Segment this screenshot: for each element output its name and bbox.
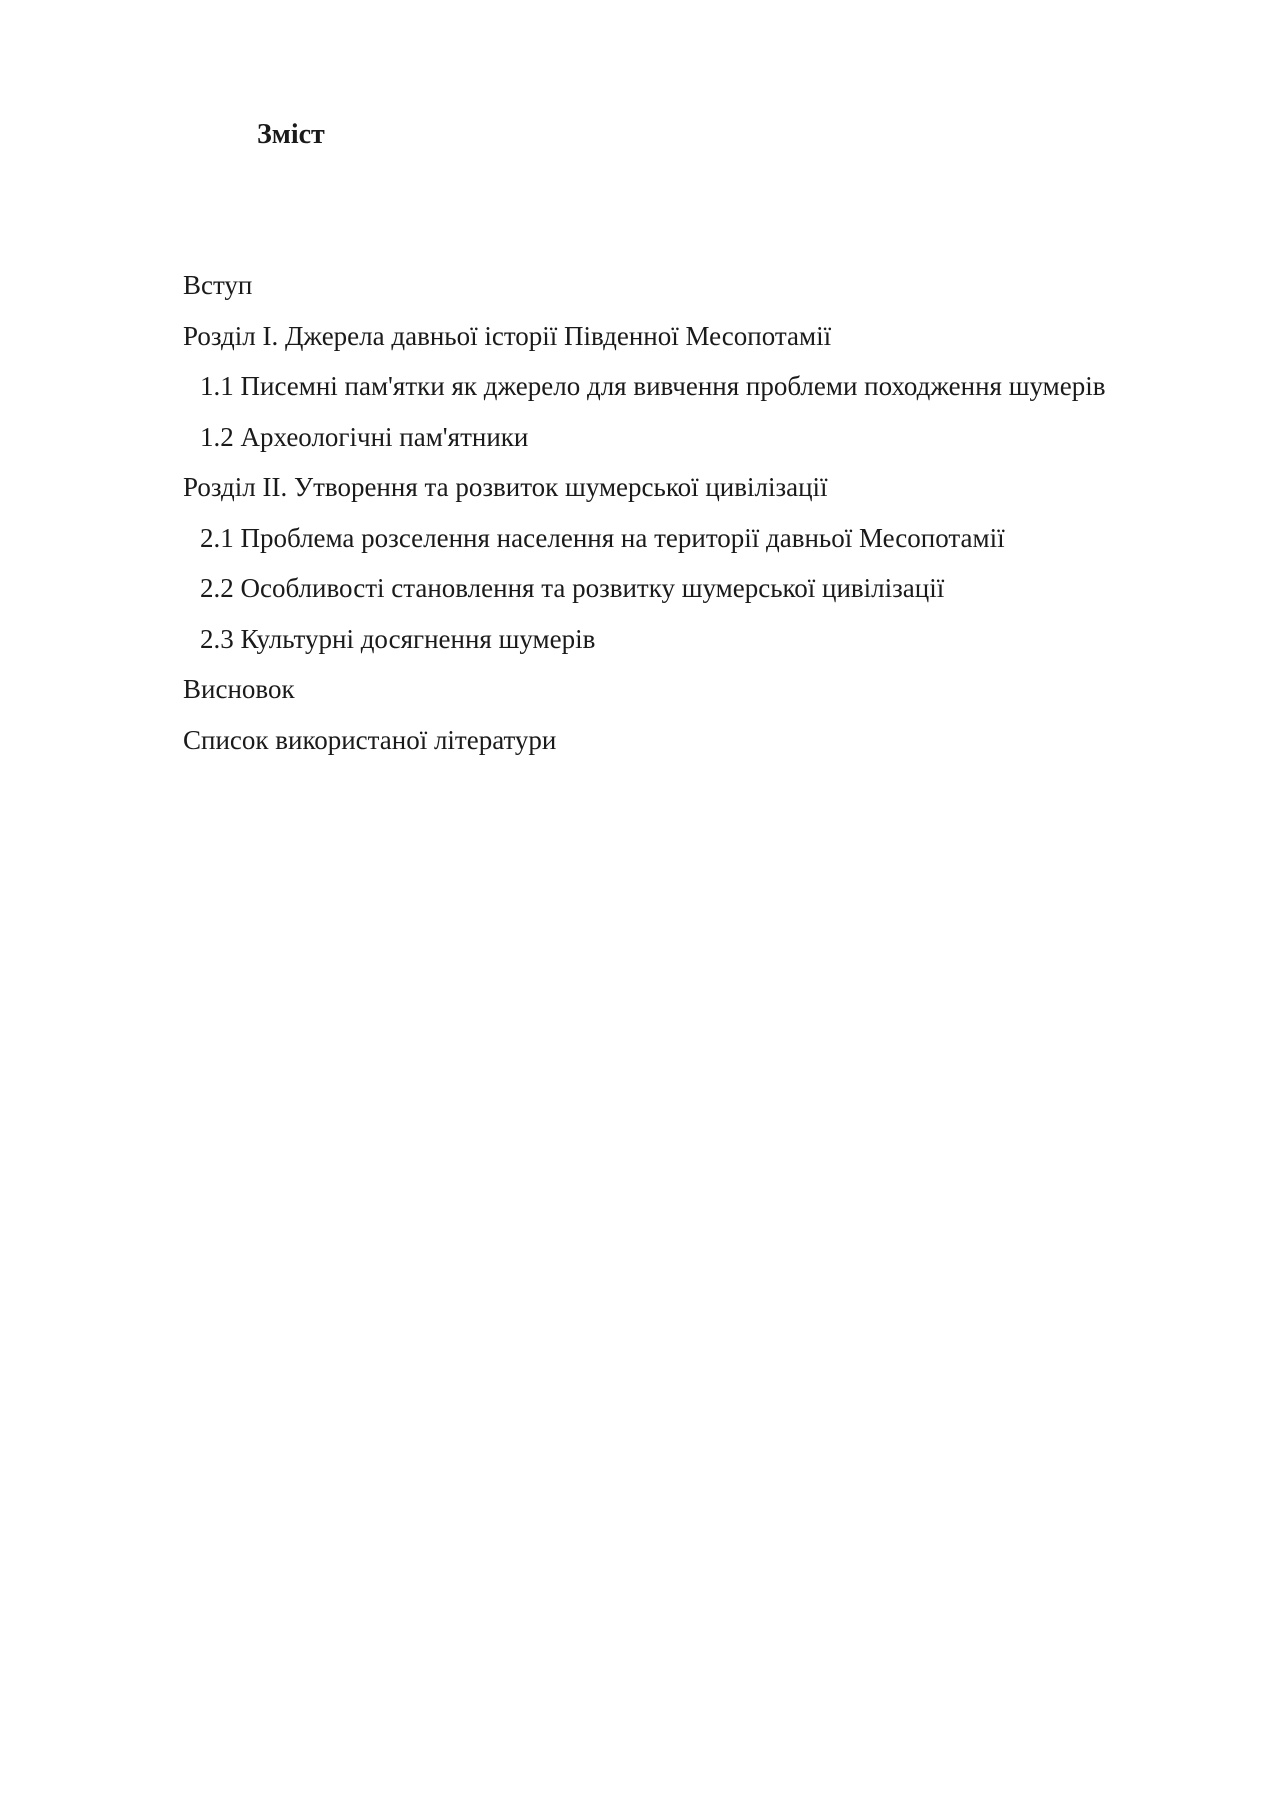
- page-title: Зміст: [257, 119, 325, 150]
- toc-item-bibliography: Список використаної літератури: [183, 724, 557, 755]
- toc-item-section-2-1: 2.1 Проблема розселення населення на території давньої Месопотамії: [200, 522, 1005, 553]
- toc-item-section-2-3: 2.3 Культурні досягнення шумерів: [200, 623, 596, 654]
- toc-item-conclusion: Висновок: [183, 674, 295, 704]
- toc-item-chapter-1: Розділ І. Джерела давньої історії Південної Месопотамії: [183, 320, 832, 351]
- toc-item-section-2-2: 2.2 Особливості становлення та розвитку шумерської цивілізації: [200, 573, 945, 603]
- toc-item-chapter-2: Розділ ІІ. Утворення та розвиток шумерської цивілізації: [183, 472, 828, 502]
- table-of-contents: [183, 260, 1123, 765]
- toc-item-section-1-2: 1.2 Археологічні пам'ятники: [200, 421, 529, 452]
- toc-item-introduction: Вступ: [183, 270, 253, 300]
- toc-item-section-1-1: 1.1 Писемні пам'ятки як джерело для вивчення проблеми походження шумерів: [200, 371, 1106, 401]
